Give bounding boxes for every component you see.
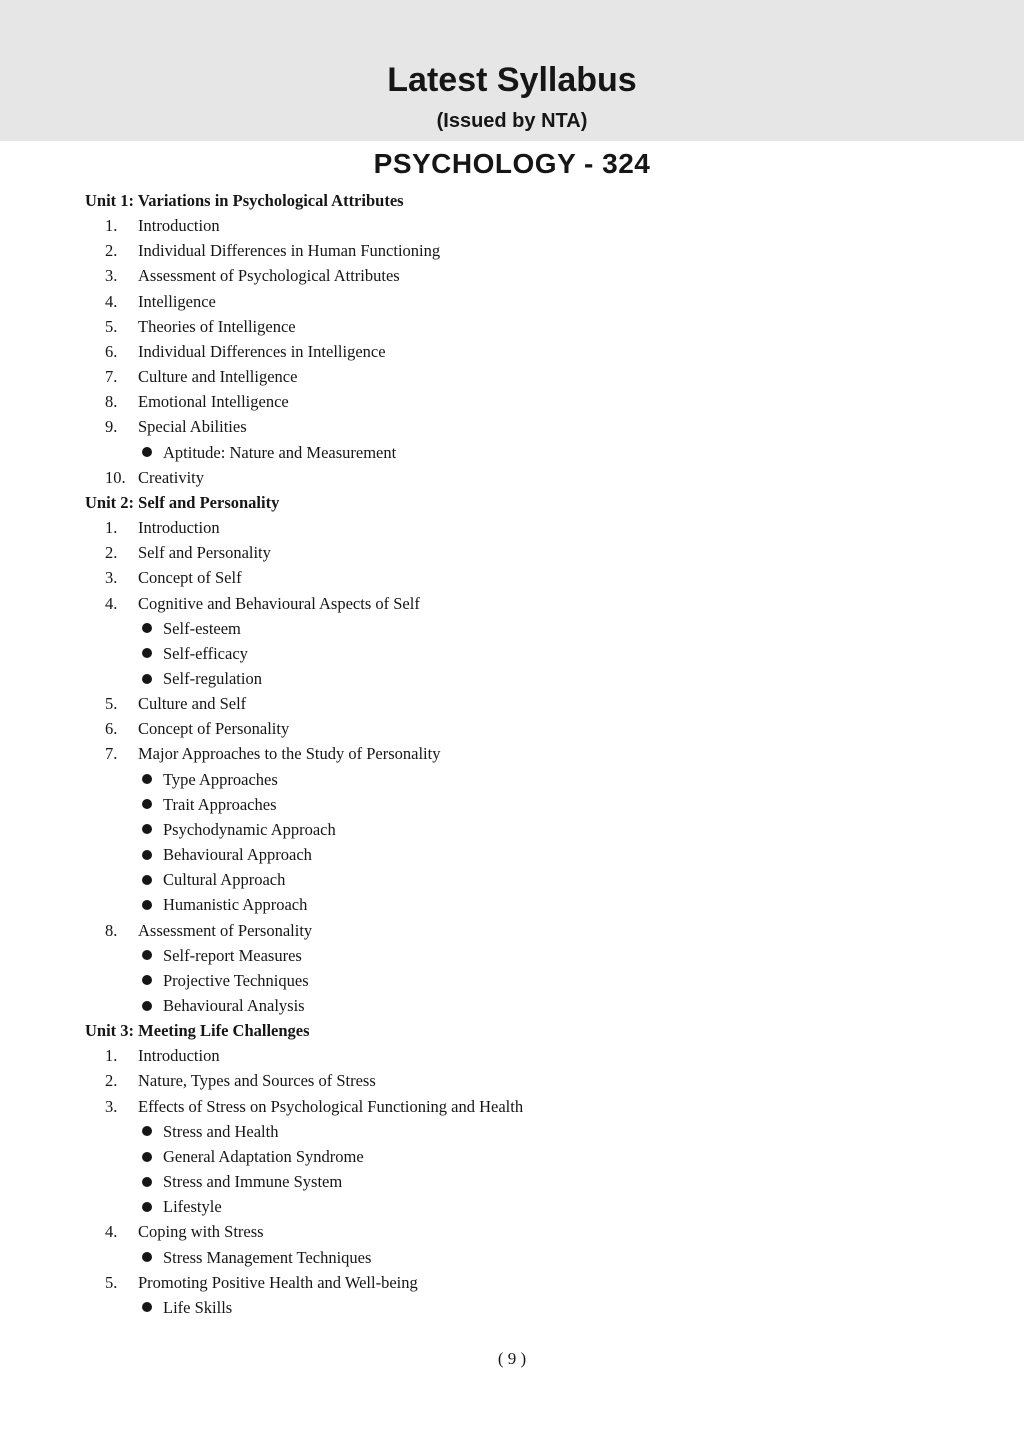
item-text: Coping with Stress <box>138 1222 264 1242</box>
syllabus-subitem <box>85 440 1024 465</box>
unit-section <box>85 490 1024 1018</box>
item-number: 6. <box>105 719 118 739</box>
subitem-text: Self-regulation <box>163 668 262 688</box>
subitem-text: Aptitude: Nature and Measurement <box>163 442 397 462</box>
syllabus-subitem <box>85 1295 1024 1320</box>
item-number: 4. <box>105 593 118 613</box>
syllabus-item <box>85 1068 1024 1093</box>
bullet-icon <box>142 1001 152 1011</box>
item-number: 5. <box>105 1272 118 1292</box>
item-text: Theories of Intelligence <box>138 316 296 336</box>
syllabus-item <box>85 1094 1024 1119</box>
item-text: Creativity <box>138 467 204 487</box>
syllabus-subitem <box>85 666 1024 691</box>
syllabus-subitem <box>85 842 1024 867</box>
bullet-icon <box>142 900 152 910</box>
item-number: 5. <box>105 316 118 336</box>
unit-section <box>85 188 1024 490</box>
syllabus-item <box>85 716 1024 741</box>
syllabus-item <box>85 1043 1024 1068</box>
syllabus-subitem <box>85 1119 1024 1144</box>
bullet-icon <box>142 799 152 809</box>
item-text: Self and Personality <box>138 543 271 563</box>
bullet-icon <box>142 824 152 834</box>
subject-title: PSYCHOLOGY - 324 <box>373 148 651 179</box>
syllabus-subitem <box>85 968 1024 993</box>
item-text: Concept of Personality <box>138 719 290 739</box>
syllabus-subitem <box>85 943 1024 968</box>
item-text: Culture and Intelligence <box>138 367 298 387</box>
syllabus-item <box>85 515 1024 540</box>
header-band <box>0 0 1024 141</box>
syllabus-subitem <box>85 817 1024 842</box>
item-text: Individual Differences in Human Functioning <box>138 241 441 261</box>
item-text: Intelligence <box>138 291 216 311</box>
syllabus-item <box>85 691 1024 716</box>
bullet-icon <box>142 447 152 457</box>
item-number: 7. <box>105 367 118 387</box>
syllabus-item <box>85 918 1024 943</box>
page-number: ( 9 ) <box>497 1349 527 1369</box>
bullet-icon <box>142 774 152 784</box>
subitem-text: Life Skills <box>163 1297 233 1317</box>
page-subtitle: (Issued by NTA) <box>436 110 588 132</box>
bullet-icon <box>142 850 152 860</box>
item-number: 1. <box>105 1046 118 1066</box>
item-number: 3. <box>105 568 118 588</box>
page-title: Latest Syllabus <box>387 61 637 99</box>
subitem-text: Projective Techniques <box>163 970 309 990</box>
syllabus-subitem <box>85 892 1024 917</box>
item-number: 8. <box>105 920 118 940</box>
item-text: Introduction <box>138 1046 220 1066</box>
syllabus-item <box>85 263 1024 288</box>
bullet-icon <box>142 950 152 960</box>
subitem-text: Self-esteem <box>163 618 241 638</box>
syllabus-item <box>85 540 1024 565</box>
syllabus-item <box>85 1219 1024 1244</box>
item-number: 4. <box>105 291 118 311</box>
subitem-text: Self-efficacy <box>163 643 248 663</box>
subitem-text: Behavioural Analysis <box>163 996 305 1015</box>
item-number: 10. <box>105 467 126 487</box>
subitem-text: Lifestyle <box>163 1197 222 1217</box>
syllabus-subitem <box>85 641 1024 666</box>
syllabus-subitem <box>85 767 1024 792</box>
bullet-icon <box>142 623 152 633</box>
syllabus-content <box>85 188 1024 1320</box>
subitem-text: Trait Approaches <box>163 794 277 814</box>
item-number: 1. <box>105 518 118 538</box>
item-text: Promoting Positive Health and Well-being <box>138 1272 418 1292</box>
item-number: 5. <box>105 694 118 714</box>
subitem-text: Cultural Approach <box>163 870 286 890</box>
unit-section <box>85 1018 1024 1320</box>
item-number: 9. <box>105 417 118 437</box>
item-text: Major Approaches to the Study of Personality <box>138 744 441 764</box>
bullet-icon <box>142 1126 152 1136</box>
bullet-icon <box>142 975 152 985</box>
item-text: Culture and Self <box>138 694 247 714</box>
syllabus-item <box>85 238 1024 263</box>
item-text: Special Abilities <box>138 417 247 437</box>
unit-title: Unit 1: Variations in Psychological Attributes <box>85 191 404 210</box>
subitem-text: Psychodynamic Approach <box>163 819 336 839</box>
bullet-icon <box>142 648 152 658</box>
bullet-icon <box>142 1302 152 1312</box>
subitem-text: Stress and Health <box>163 1121 279 1141</box>
syllabus-subitem <box>85 792 1024 817</box>
item-text: Assessment of Psychological Attributes <box>138 266 400 286</box>
syllabus-item <box>85 339 1024 364</box>
syllabus-item <box>85 414 1024 439</box>
syllabus-subitem <box>85 867 1024 892</box>
syllabus-item <box>85 213 1024 238</box>
unit-title: Unit 2: Self and Personality <box>85 492 280 512</box>
unit-title: Unit 3: Meeting Life Challenges <box>85 1021 310 1041</box>
item-number: 2. <box>105 241 118 261</box>
item-number: 6. <box>105 341 118 361</box>
item-text: Nature, Types and Sources of Stress <box>138 1071 376 1091</box>
item-text: Effects of Stress on Psychological Functioning and Health <box>138 1096 524 1116</box>
syllabus-subitem <box>85 1169 1024 1194</box>
subitem-text: Behavioural Approach <box>163 845 312 865</box>
bullet-icon <box>142 875 152 885</box>
item-text: Introduction <box>138 216 220 236</box>
syllabus-item <box>85 289 1024 314</box>
syllabus-subitem <box>85 616 1024 641</box>
subitem-text: Stress Management Techniques <box>163 1247 372 1267</box>
syllabus-subitem <box>85 1245 1024 1270</box>
syllabus-item <box>85 314 1024 339</box>
bullet-icon <box>142 1252 152 1262</box>
syllabus-item <box>85 465 1024 490</box>
bullet-icon <box>142 1152 152 1162</box>
item-number: 2. <box>105 543 118 563</box>
item-number: 7. <box>105 744 118 764</box>
item-number: 1. <box>105 216 118 236</box>
item-text: Individual Differences in Intelligence <box>138 341 386 361</box>
item-text: Assessment of Personality <box>138 920 313 940</box>
syllabus-item <box>85 389 1024 414</box>
subitem-text: Humanistic Approach <box>163 895 308 915</box>
syllabus-item <box>85 741 1024 766</box>
syllabus-subitem <box>85 993 1024 1018</box>
syllabus-subitem <box>85 1144 1024 1169</box>
subitem-text: Self-report Measures <box>163 945 302 965</box>
syllabus-subitem <box>85 1194 1024 1219</box>
syllabus-item <box>85 1270 1024 1295</box>
item-number: 3. <box>105 266 118 286</box>
item-number: 8. <box>105 392 118 412</box>
syllabus-item <box>85 364 1024 389</box>
item-text: Concept of Self <box>138 568 242 588</box>
item-number: 3. <box>105 1096 118 1116</box>
item-text: Cognitive and Behavioural Aspects of Self <box>138 593 420 613</box>
bullet-icon <box>142 1202 152 1212</box>
subitem-text: Type Approaches <box>163 769 278 789</box>
item-number: 4. <box>105 1222 118 1242</box>
subitem-text: Stress and Immune System <box>163 1172 343 1192</box>
subitem-text: General Adaptation Syndrome <box>163 1146 364 1166</box>
item-text: Introduction <box>138 518 220 538</box>
item-number: 2. <box>105 1071 118 1091</box>
bullet-icon <box>142 1177 152 1187</box>
bullet-icon <box>142 674 152 684</box>
syllabus-item <box>85 591 1024 616</box>
item-text: Emotional Intelligence <box>138 392 289 412</box>
syllabus-item <box>85 565 1024 590</box>
